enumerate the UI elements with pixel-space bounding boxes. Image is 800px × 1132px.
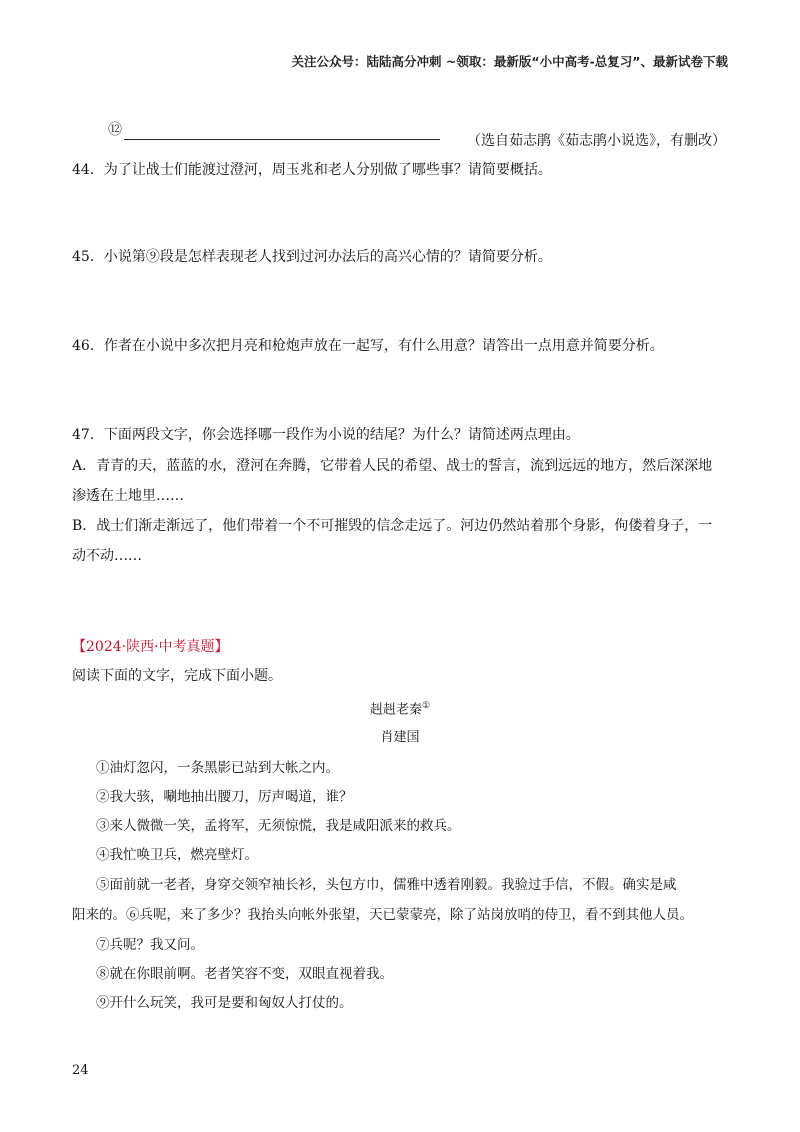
page-header: 关注公众号：陆陆高分冲刺 ~领取：最新版“小中高考-总复习”、最新试卷下载: [291, 54, 728, 69]
question-47: 47．下面两段文字，你会选择哪一段作为小说的结尾？为什么？请简述两点理由。: [72, 427, 580, 443]
story-paragraph-5: ⑤面前就一老者，身穿交领窄袖长衫，头包方巾，儒雅中透着刚毅。我验过手信，不假。确实是咸: [96, 877, 677, 893]
reading-instruction: 阅读下面的文字，完成下面小题。: [72, 668, 282, 684]
option-b-line-1: B．战士们渐走渐远了，他们带着一个不可摧毁的信念走远了。河边仍然站着那个身影，佝偻着身子，一: [72, 518, 713, 534]
question-46: 46．作者在小说中多次把月亮和枪炮声放在一起写，有什么用意？请答出一点用意并简要分析。: [72, 338, 664, 354]
answer-blank: [108, 120, 440, 140]
story-paragraph-2: ②我大骇，唰地抽出腰刀，厉声喝道，谁？: [96, 789, 353, 805]
story-title-text: 赳赳老秦: [369, 702, 422, 718]
story-author: 肖建国: [380, 730, 420, 745]
story-paragraph-7: ⑦兵呢？我又问。: [96, 937, 204, 953]
story-paragraph-8: ⑧就在你眼前啊。老者笑容不变，双眼直视着我。: [96, 966, 393, 982]
option-a-line-1: A．青青的天，蓝蓝的水，澄河在奔腾，它带着人民的希望、战士的誓言，流到远远的地方，然后深深地: [72, 458, 713, 474]
exam-tag: 【2024·陕西·中考真题】: [72, 639, 229, 655]
question-45: 45．小说第⑨段是怎样表现老人找到过河办法后的高兴心情的？请简要分析。: [72, 249, 552, 265]
story-paragraph-1: ①油灯忽闪，一条黑影已站到大帐之内。: [96, 760, 339, 776]
source-citation: （选自茹志鹃《茹志鹃小说选》，有删改）: [467, 133, 726, 149]
story-title-footnote: ①: [421, 701, 431, 711]
story-paragraph-3: ③来人微微一笑，孟将军，无须惊慌，我是咸阳派来的救兵。: [96, 818, 461, 834]
blank-underline: [124, 124, 440, 140]
page-number: 24: [72, 1063, 89, 1078]
blank-number: ⑫: [108, 122, 122, 138]
option-a-line-2: 渗透在土地里……: [72, 488, 184, 504]
story-paragraph-4: ④我忙唤卫兵，燃亮壁灯。: [96, 847, 258, 863]
question-44: 44．为了让战士们能渡过澄河，周玉兆和老人分别做了哪些事？请简要概括。: [72, 162, 552, 178]
story-paragraph-5-cont: 阳来的。⑥兵呢，来了多少？我抬头向帐外张望，天已蒙蒙亮，除了站岗放哨的侍卫，看不到其他人员。: [72, 907, 693, 923]
story-title: [0, 696, 800, 720]
option-b-line-2: 动不动……: [72, 548, 142, 564]
story-paragraph-9: ⑨开什么玩笑，我可是要和匈奴人打仗的。: [96, 995, 353, 1011]
